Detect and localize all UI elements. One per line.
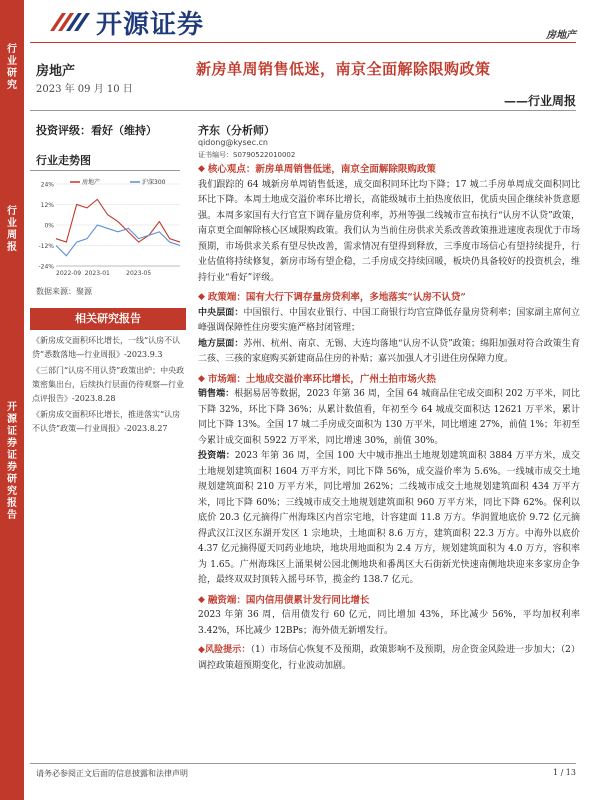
related-report-item[interactable]: 《三部门“认房不用认贷”政策出炉；中央政策密集出台，后续执行层面仍待观察—行业点评报告》-2023.8.28 bbox=[32, 366, 185, 403]
footer-divider bbox=[30, 763, 576, 764]
diamond-bullet-icon: ◆ bbox=[198, 164, 205, 174]
diamond-bullet-icon: ◆ bbox=[198, 645, 206, 655]
section-heading-text: 政策端：国有大行下调存量房贷利率，多地落实“认房不认贷” bbox=[207, 292, 466, 303]
y-tick-label: 0% bbox=[44, 222, 54, 230]
legend-label: 沪深300 bbox=[142, 179, 166, 186]
analyst-name: 齐东（分析师） bbox=[198, 124, 275, 137]
x-tick-label: 2023-05 bbox=[126, 270, 152, 277]
series-line-0 bbox=[56, 199, 180, 242]
report-section bbox=[198, 593, 580, 640]
y-tick-label: 24% bbox=[40, 181, 54, 189]
section-paragraph-text: 2023 年第 36 周，信用债发行 60 亿元，同比增加 43%，环比减少 56%，平均加权利率 3.42%，环比减少 12BPs；海外债无新增发行。 bbox=[198, 610, 580, 636]
brand-logo bbox=[48, 6, 204, 38]
section-paragraph-text: 苏州、杭州、南京、无锡、大连均落地“认房不认贷”政策；绵阳加强对符合政策生育二孩、三孩的家庭购买新建商品住房的补贴；嘉兴加强人才引进住房保障力度。 bbox=[198, 338, 580, 364]
y-tick-label: -24% bbox=[38, 263, 54, 271]
report-subtitle: ——行业周报 bbox=[503, 94, 576, 108]
section-heading-text: 市场端：土地成交溢价率环比增长，广州土拍市场火热 bbox=[207, 373, 436, 385]
section-paragraph bbox=[198, 608, 580, 639]
y-tick-label: 12% bbox=[40, 202, 54, 209]
diamond-bullet-icon: ◆ bbox=[198, 594, 205, 605]
sidebar-bottom-label: 开源证券 证券研究报告 bbox=[7, 402, 17, 521]
section-paragraph-text: 我们跟踪的 64 城新房单周销售低迷，成交面积同环比均下降；17 城二手房单周成交面积同比环比下降。本周土地成交溢价率环比增长，高能级城市土拍热度依旧，优质央国企继续补货意愿强。本周多家国有大行官宣下调存量房贷利率，苏州等强二线城市宣布执行“认房不认贷”政策，南京更全面解除核心区域限购政策。我们认为当前住房供求关系改善政策推进速度表现优于市场预期，市场供求关系有望尽快改善，需求情况有望得到释放，三季度市场信心有望持续提升，行业估值将持续修复，新房市场有望企稳，二手房成交持续回暖，板块仍具备较好的投资机会，维持行业“看好”评级。 bbox=[198, 179, 580, 283]
logo-text: 开源证券 bbox=[96, 9, 205, 40]
section-paragraph bbox=[198, 178, 580, 287]
section-heading bbox=[198, 372, 580, 388]
section-heading bbox=[198, 290, 580, 306]
paragraph-lead: 中央层面： bbox=[198, 307, 244, 318]
report-date: 2023 年 09 月 10 日 bbox=[36, 84, 133, 95]
section-paragraph bbox=[198, 306, 580, 337]
chart-source: 数据来源：聚源 bbox=[36, 287, 92, 296]
related-report-item[interactable]: 《新房成交面积环比增长，一线“认房不认贷”悉数落地—行业周报》-2023.9.3 bbox=[32, 336, 181, 359]
page-number: 1 / 13 bbox=[552, 768, 576, 777]
report-section bbox=[198, 290, 580, 368]
report-section bbox=[198, 162, 580, 286]
analyst-email[interactable]: qidong@kysec.cn bbox=[198, 138, 269, 147]
header-tag: 房地产 bbox=[546, 30, 576, 41]
related-report-item[interactable]: 《新房成交面积环比增长，推进落实“认房不认贷”政策—行业周报》-2023.8.27 bbox=[32, 410, 181, 433]
sidebar-top-label: 行业研究 bbox=[7, 44, 17, 91]
logo-mark-icon bbox=[48, 7, 90, 37]
section-paragraph-text: 中国银行、中国农业银行、中国工商银行均官宣降低存量房贷利率；国家副主席何立峰强调保障性住房要实施严格封闭管理； bbox=[198, 307, 580, 333]
section-paragraph bbox=[198, 449, 580, 589]
trend-divider bbox=[30, 170, 180, 171]
section-heading-text: 融资端：国内信用债累计发行同比增长 bbox=[207, 594, 370, 606]
diamond-bullet-icon: ◆ bbox=[198, 373, 205, 384]
report-section bbox=[198, 372, 580, 589]
section-heading-text: 核心观点：新房单周销售低迷，南京全面解除限购政策 bbox=[207, 164, 436, 175]
paragraph-lead: 投资端： bbox=[198, 451, 235, 461]
industry-trend-chart bbox=[30, 174, 186, 282]
y-tick-label: -12% bbox=[38, 243, 54, 250]
section-paragraph-text: 根据易居等数据，2023 年第 36 周，全国 64 城商品住宅成交面积 202 万平米，同比下降 32%，环比下降 36%；从累计数值看，年初至今 64 城成交面积达 12621 万平米，累计同比下降 13%。全国 17 城二手房成交面积为 130 万平米，同比增速 27%，前值 1%；年初至今累计成交面积 5922 万平米，同比增速 30%，前值 30%。 bbox=[198, 389, 580, 446]
subtitle-divider bbox=[30, 110, 576, 111]
header-divider bbox=[30, 42, 576, 43]
section-paragraph-text: 2023 年第 36 周，全国 100 大中城市推出土地规划建筑面积 3884 万平方米，成交土地规划建筑面积 1604 万平方米，同比下降 56%，成交溢价率为 5.6%。一线城市成交土地规划建筑面积 210 万平方米，同比增加 262%；二线城市成交土地规划建筑面积 434 万平方米，同比下降 60%；三线城市成交土地规划建筑面积 960 万平方米，同比下降 62%。保利以底价 20.3 亿元摘得广州海珠区内首宗宅地，计容建面 11.8 万方。华润置地底价 9.72 亿元摘得武汉江汉区东湖开发区 1 宗地块，土地面积 8.6 万方，建筑面积 22.3 万方。中海外以底价 4.37 亿元摘得厦天同药业地块，地块用地面积为 2.4 万方，规划建筑面积为 4.0 万方，容积率为 1.65。广州海珠区上涌果树公园北侧地块和番禺区大石街新光快速南侧地块迎来多家房企争抢，最终双双封顶转入摇号环节，揽金约 138.7 亿元。 bbox=[198, 451, 580, 585]
sidebar-mid-label: 行业周报 bbox=[7, 206, 17, 253]
legend-label: 房地产 bbox=[82, 179, 101, 186]
related-reports-list bbox=[32, 334, 188, 438]
x-tick-label: 2023-01 bbox=[84, 270, 110, 277]
section-paragraph-text: （1）市场信心恢复不及预期，政策影响不及预期，房企资金风险进一步加大；（2）调控政策超预期变化，行业波动加剧。 bbox=[198, 645, 580, 671]
analyst-cert: 证书编号：S0790522010002 bbox=[198, 151, 296, 159]
section-heading bbox=[198, 162, 580, 178]
section-heading bbox=[198, 593, 580, 609]
trend-title: 行业走势图 bbox=[36, 154, 91, 167]
section-heading-text: 风险提示： bbox=[205, 645, 251, 655]
paragraph-lead: 地方层面： bbox=[198, 338, 244, 349]
investment-rating: 投资评级：看好（维持） bbox=[36, 124, 157, 137]
footer-disclaimer: 请务必参阅正文后面的信息披露和法律声明 bbox=[36, 769, 188, 778]
report-title: 新房单周销售低迷，南京全面解除限购政策 bbox=[196, 60, 491, 78]
report-body bbox=[198, 162, 580, 678]
section-paragraph bbox=[198, 387, 580, 449]
related-reports-heading: 相关研究报告 bbox=[30, 308, 186, 330]
paragraph-lead: 销售端： bbox=[198, 389, 235, 399]
diamond-bullet-icon: ◆ bbox=[198, 292, 205, 302]
section-paragraph bbox=[198, 337, 580, 368]
x-tick-label: 2022-09 bbox=[56, 270, 82, 277]
series-line-1 bbox=[56, 225, 180, 256]
section-paragraph bbox=[198, 643, 580, 674]
report-section bbox=[198, 643, 580, 674]
report-industry: 房地产 bbox=[36, 64, 76, 79]
left-sidebar-band bbox=[0, 0, 24, 800]
